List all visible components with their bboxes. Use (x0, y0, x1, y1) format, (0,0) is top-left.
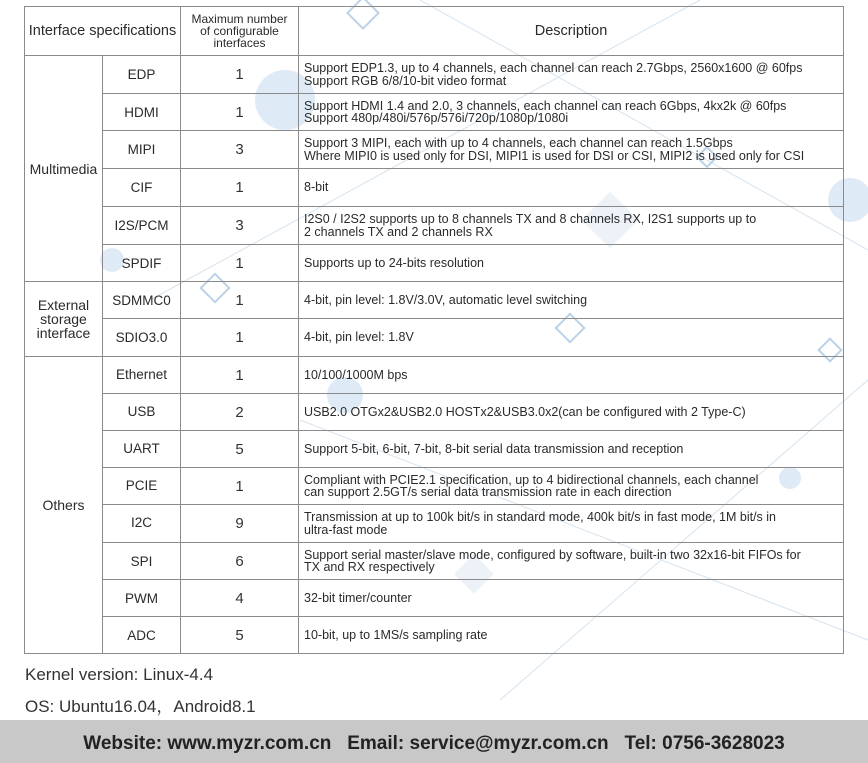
interface-name: SPI (103, 543, 181, 580)
interface-name: I2S/PCM (103, 207, 181, 245)
interface-description: USB2.0 OTGx2&USB2.0 HOSTx2&USB3.0x2(can be configured with 2 Type-C) (299, 394, 844, 431)
table-row (25, 169, 844, 207)
category-storage-line-3: interface (36, 325, 91, 341)
interface-name: UART (103, 431, 181, 468)
table-row (25, 394, 844, 431)
desc-line-2: ultra-fast mode (304, 522, 388, 537)
interface-name: SDIO3.0 (103, 319, 181, 357)
interface-description: 10-bit, up to 1MS/s sampling rate (299, 617, 844, 654)
interface-description: 10/100/1000M bps (299, 357, 844, 394)
desc-line-2: Support RGB 6/8/10-bit video format (304, 73, 507, 88)
interface-count: 2 (181, 394, 299, 431)
desc-line-1: Support HDMI 1.4 and 2.0, 3 channels, each channel can reach 6Gbps, 4kx2k @ 60fps (304, 98, 787, 113)
interface-name: HDMI (103, 94, 181, 131)
header-max-line-3: interfaces (213, 36, 266, 50)
table-row (25, 617, 844, 654)
header-max-line-1: Maximum number (191, 12, 288, 26)
desc-line-2: TX and RX respectively (304, 560, 435, 574)
interface-description: Supports up to 24-bits resolution (299, 245, 844, 282)
desc-line-2: Support 480p/480i/576p/576i/720p/1080p/1080i (304, 111, 569, 125)
interface-count: 5 (181, 617, 299, 654)
interface-description (299, 468, 844, 505)
desc-line-2: 2 channels TX and 2 channels RX (304, 224, 493, 239)
interface-name: SPDIF (103, 245, 181, 282)
interface-count: 1 (181, 319, 299, 357)
desc-line-1: Transmission at up to 100k bit/s in standard mode, 400k bit/s in fast mode, 1M bit/s in (304, 510, 776, 524)
desc-line-1: I2S0 / I2S2 supports up to 8 channels TX and 8 channels RX, I2S1 supports up to (304, 212, 757, 226)
interface-name: MIPI (103, 131, 181, 169)
table-row (25, 580, 844, 617)
interface-count: 4 (181, 580, 299, 617)
table-row (25, 505, 844, 543)
desc-line-1: Support 3 MIPI, each with up to 4 channels, each channel can reach 1.5Gbps (304, 136, 733, 150)
table-row (25, 468, 844, 505)
interface-name: SDMMC0 (103, 282, 181, 319)
kernel-version: Kernel version: Linux-4.4 (25, 665, 214, 684)
interface-description (299, 207, 844, 245)
category-external-storage (25, 282, 103, 357)
interface-description: 8-bit (299, 169, 844, 207)
interface-spec-table (24, 6, 844, 654)
interface-description: 32-bit timer/counter (299, 580, 844, 617)
table-row (25, 319, 844, 357)
table-row (25, 56, 844, 94)
desc-line-1: Support serial master/slave mode, configured by software, built-in two 32x16-bit FIFOs for (304, 547, 801, 562)
os-version: OS: Ubuntu16.04，Android8.1 (25, 697, 256, 716)
header-interface: Interface specifications (25, 7, 181, 56)
table-row (25, 282, 844, 319)
interface-name: ADC (103, 617, 181, 654)
interface-name: PWM (103, 580, 181, 617)
header-max-line-2: of configurable (200, 24, 279, 38)
interface-count: 3 (181, 131, 299, 169)
interface-description: 4-bit, pin level: 1.8V/3.0V, automatic level switching (299, 282, 844, 319)
interface-name: USB (103, 394, 181, 431)
interface-name: PCIE (103, 468, 181, 505)
interface-count: 1 (181, 169, 299, 207)
interface-description (299, 543, 844, 580)
header-max-count (181, 7, 299, 56)
interface-count: 1 (181, 94, 299, 131)
interface-count: 9 (181, 505, 299, 543)
desc-line-1: Support EDP1.3, up to 4 channels, each channel can reach 2.7Gbps, 2560x1600 @ 60fps (304, 61, 803, 75)
interface-name: Ethernet (103, 357, 181, 394)
category-others: Others (25, 357, 103, 654)
category-storage-line-2: storage (40, 311, 87, 327)
interface-count: 1 (181, 56, 299, 94)
header-description: Description (299, 7, 844, 56)
interface-count: 1 (181, 357, 299, 394)
header-row (25, 7, 844, 56)
interface-name: I2C (103, 505, 181, 543)
interface-count: 1 (181, 282, 299, 319)
interface-description (299, 131, 844, 169)
category-multimedia: Multimedia (25, 56, 103, 282)
interface-count: 5 (181, 431, 299, 468)
table-row (25, 131, 844, 169)
desc-line-2: can support 2.5GT/s serial data transmission rate in each direction (304, 485, 672, 499)
category-storage-line-1: External (37, 297, 90, 313)
contact-info: Website: www.myzr.com.cn Email: service@myzr.com.cn Tel: 0756-3628023 (83, 733, 785, 754)
table-row (25, 431, 844, 468)
desc-line-2: Where MIPI0 is used only for DSI, MIPI1 is used for DSI or CSI, MIPI2 is used only for CSI (304, 148, 805, 163)
interface-count: 6 (181, 543, 299, 580)
table-row (25, 245, 844, 282)
table-row (25, 94, 844, 131)
table-row (25, 357, 844, 394)
interface-count: 1 (181, 245, 299, 282)
table-row (25, 207, 844, 245)
interface-description (299, 505, 844, 543)
interface-name: EDP (103, 56, 181, 94)
interface-description: 4-bit, pin level: 1.8V (299, 319, 844, 357)
desc-line-1: Compliant with PCIE2.1 specification, up to 4 bidirectional channels, each channel (304, 472, 759, 487)
table-row (25, 543, 844, 580)
interface-description (299, 94, 844, 131)
interface-name: CIF (103, 169, 181, 207)
interface-count: 1 (181, 468, 299, 505)
interface-count: 3 (181, 207, 299, 245)
interface-description: Support 5-bit, 6-bit, 7-bit, 8-bit serial data transmission and reception (299, 431, 844, 468)
interface-description (299, 56, 844, 94)
